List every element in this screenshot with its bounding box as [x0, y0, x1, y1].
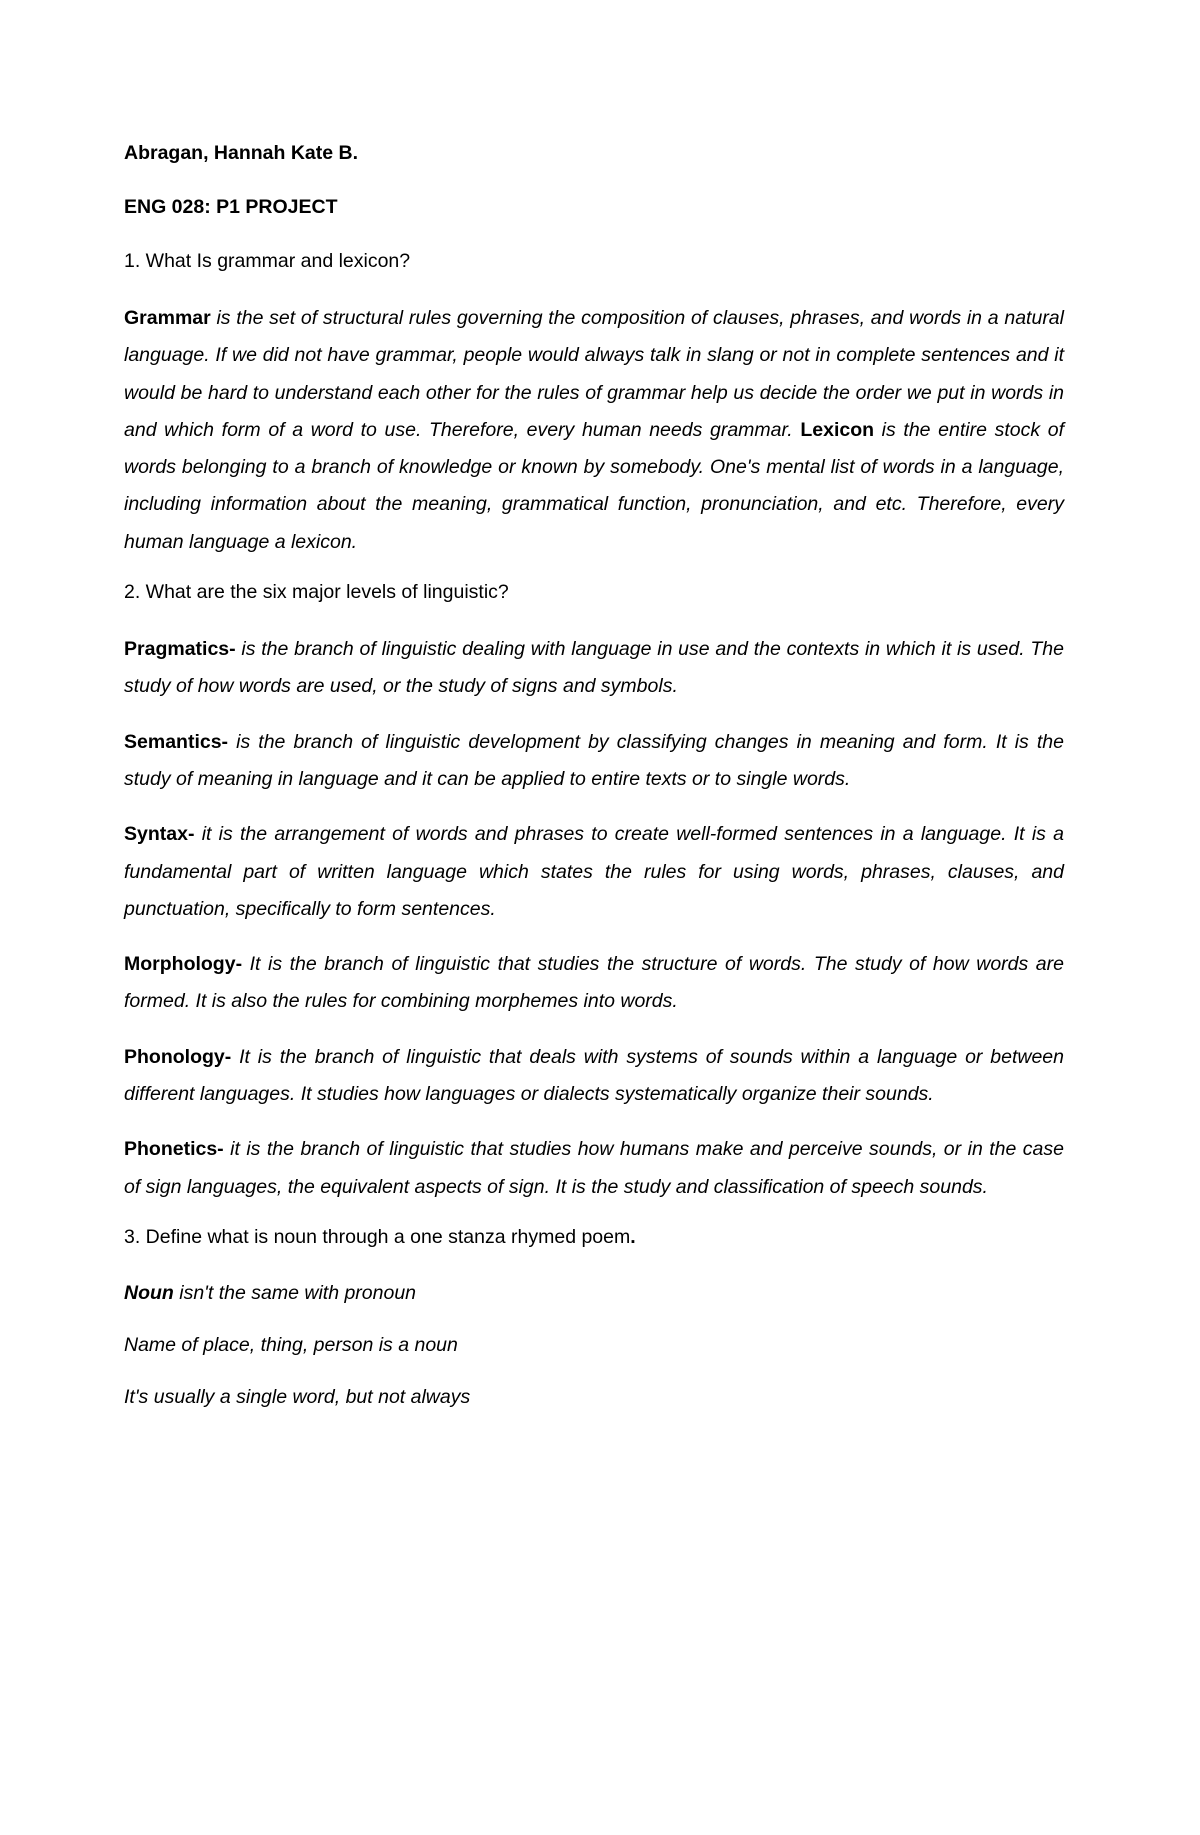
poem-line-1 [124, 1276, 1064, 1310]
question-3 [124, 1224, 1064, 1250]
document-page [124, 140, 1064, 1432]
question-2: 2. What are the six major levels of linguistic? [124, 581, 509, 604]
poem-noun-term: Noun [124, 1281, 174, 1304]
lexicon-term: Lexicon [800, 418, 875, 441]
level-phonology [124, 1039, 1064, 1114]
question-3-period: . [630, 1225, 636, 1248]
author-name: Abragan, Hannah Kate B. [124, 142, 359, 164]
question-1: 1. What Is grammar and lexicon? [124, 250, 411, 272]
level-morphology [124, 946, 1064, 1021]
grammar-term: Grammar [124, 307, 211, 329]
level-term: Morphology- [124, 953, 243, 976]
lexicon-definition: is the entire stock of words belonging to a branch of knowledge or known by somebody. One's mental list of words in a language, including information about the meaning, grammatical function, pronunciation, and etc. Therefore, every human language a lexicon. [124, 418, 1064, 553]
level-pragmatics [124, 631, 1064, 706]
level-phonetics [124, 1131, 1064, 1206]
level-semantics [124, 724, 1064, 799]
level-definition: is the branch of linguistic dealing with language in use and the contexts in which it is used. The study of how words are used, or the study of signs and symbols. [124, 638, 1064, 698]
answer-1-paragraph [124, 300, 1064, 561]
grammar-definition: is the set of structural rules governing the composition of clauses, phrases, and words in a natural language. If we did not have grammar, people would always talk in slang or not in complete sentences and it would be hard to understand each other for the rules of grammar help us decide the order we put in words in and which form of a word to use. Therefore, every human needs grammar. [124, 307, 1064, 441]
question-3-text: 3. Define what is noun through a one stanza rhymed poem [124, 1225, 631, 1248]
level-term: Syntax- [124, 823, 195, 846]
level-definition: It is the branch of linguistic that deals with systems of sounds within a language or between different languages. It studies how languages or dialects systematically organize their sounds. [124, 1045, 1064, 1106]
poem-line-3: It's usually a single word, but not always [124, 1385, 471, 1408]
level-definition: is the branch of linguistic development by classifying changes in meaning and form. It is the study of meaning in language and it can be applied to entire texts or to single words. [124, 730, 1064, 790]
poem-line-2: Name of place, thing, person is a noun [124, 1333, 458, 1356]
level-definition: it is the branch of linguistic that studies how humans make and perceive sounds, or in the case of sign languages, the equivalent aspects of sign. It is the study and classification of speech sounds. [124, 1138, 1064, 1198]
level-term: Phonology- [124, 1045, 232, 1068]
level-syntax [124, 816, 1064, 928]
poem-line-1-rest: isn't the same with pronoun [173, 1281, 417, 1304]
level-term: Pragmatics- [124, 638, 236, 661]
level-definition: It is the branch of linguistic that studies the structure of words. The study of how words are formed. It is also the rules for combining morphemes into words. [124, 953, 1064, 1013]
course-title: ENG 028: P1 PROJECT [124, 196, 338, 218]
level-definition: it is the arrangement of words and phrases to create well-formed sentences in a language. It is a fundamental part of written language which states the rules for using words, phrases, clauses, and punctuation, specifically to form sentences. [124, 823, 1064, 920]
level-term: Semantics- [124, 730, 229, 753]
level-term: Phonetics- [124, 1138, 224, 1161]
